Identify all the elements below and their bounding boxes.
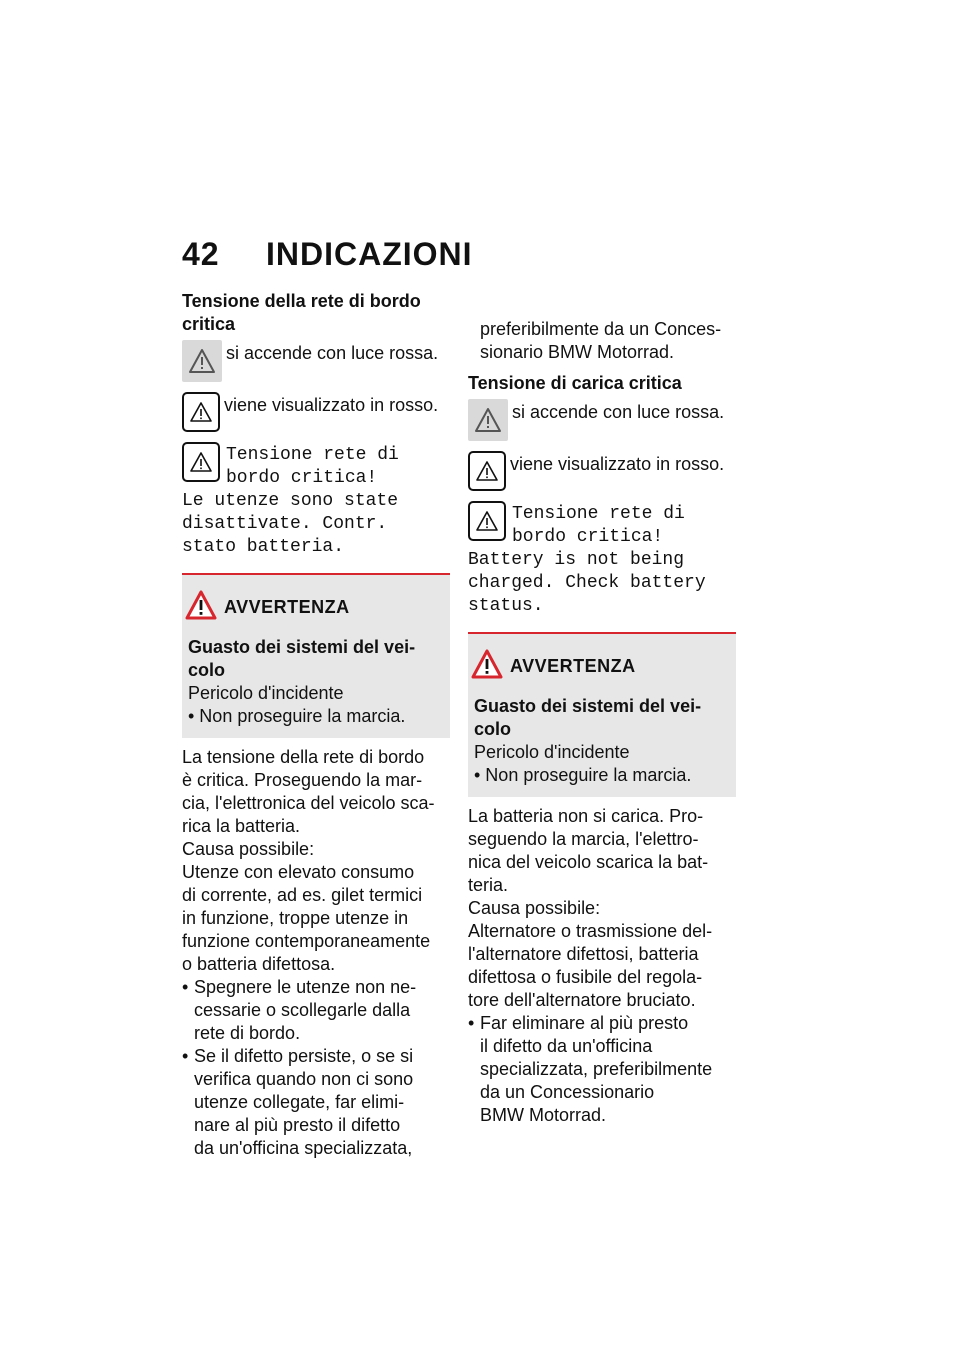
warning-box	[468, 632, 736, 797]
warning-subtitle: Guasto dei sistemi del vei- colo	[474, 696, 702, 739]
warning-header	[184, 589, 444, 626]
display-text: viene visualizzato in rosso.	[224, 395, 439, 415]
warning-box	[182, 573, 450, 738]
hazard-triangle-icon	[470, 648, 504, 685]
display-message-row	[182, 442, 450, 490]
warning-lamp-icon	[182, 340, 222, 382]
right-column	[468, 318, 736, 1127]
list-item: • Se il difetto persiste, o se si verifica quando non ci sono utenze collegate, far elimi- nare al più presto il difetto da un'officina specializzata,	[182, 1045, 450, 1160]
action-list	[182, 976, 450, 1160]
display-message: Tensione rete di bordo critica!	[226, 445, 399, 488]
display-message-cont: Battery is not being charged. Check battery status.	[468, 550, 706, 616]
warning-title: AVVERTENZA	[224, 597, 350, 617]
indicator-text: si accende con luce rossa.	[226, 343, 439, 363]
chapter-title: INDICAZIONI	[266, 236, 473, 272]
warning-action: • Non proseguire la marcia.	[474, 765, 692, 785]
display-warning-icon	[468, 501, 506, 541]
display-row	[468, 451, 736, 491]
warning-subtitle: Guasto dei sistemi del vei- colo	[188, 637, 416, 680]
warning-action: • Non proseguire la marcia.	[188, 706, 406, 726]
indicator-row	[468, 399, 736, 441]
warning-risk: Pericolo d'incidente	[188, 683, 344, 703]
page-number: 42	[182, 236, 220, 272]
display-text: viene visualizzato in rosso.	[510, 454, 725, 474]
display-message-cont: Le utenze sono state disattivate. Contr. stato batteria.	[182, 491, 399, 557]
warning-header	[470, 648, 730, 685]
display-warning-icon	[182, 442, 220, 482]
warning-risk: Pericolo d'incidente	[474, 742, 630, 762]
hazard-triangle-icon	[184, 589, 218, 626]
left-column	[182, 290, 450, 1160]
display-message-row	[468, 501, 736, 549]
action-list	[468, 1012, 736, 1127]
continuation-text: preferibilmente da un Conces- sionario BMW Motorrad.	[480, 319, 722, 362]
section-title: Tensione di carica critica	[468, 373, 682, 393]
indicator-text: si accende con luce rossa.	[512, 402, 725, 422]
list-item: • Spegnere le utenze non ne- cessarie o scollegarle dalla rete di bordo.	[182, 976, 450, 1045]
display-warning-icon	[182, 392, 220, 432]
display-warning-icon	[468, 451, 506, 491]
warning-lamp-icon	[468, 399, 508, 441]
page-header	[182, 236, 473, 273]
body-text: La tensione della rete di bordo è critica. Proseguendo la mar- cia, l'elettronica del veicolo sca- rica la batteria. Causa possibile: Utenze con elevato consumo di corrente, ad es. gilet termici in funzione, troppe utenze in funzione contemporaneamente o batteria difettosa.	[182, 747, 435, 974]
indicator-row	[182, 340, 450, 382]
section-title: Tensione della rete di bordo critica	[182, 291, 421, 334]
list-item: • Far eliminare al più presto il difetto da un'officina specializzata, preferibilmente da un Concessionario BMW Motorrad.	[468, 1012, 736, 1127]
display-message: Tensione rete di bordo critica!	[512, 504, 685, 547]
display-row	[182, 392, 450, 432]
warning-title: AVVERTENZA	[510, 656, 636, 676]
body-text: La batteria non si carica. Pro- seguendo la marcia, l'elettro- nica del veicolo scarica la bat- teria. Causa possibile: Alternatore o trasmissione del- l'alternatore difettosi, batteria difettosa o fusibile del regola- tore dell'alternatore bruciato.	[468, 806, 713, 1010]
